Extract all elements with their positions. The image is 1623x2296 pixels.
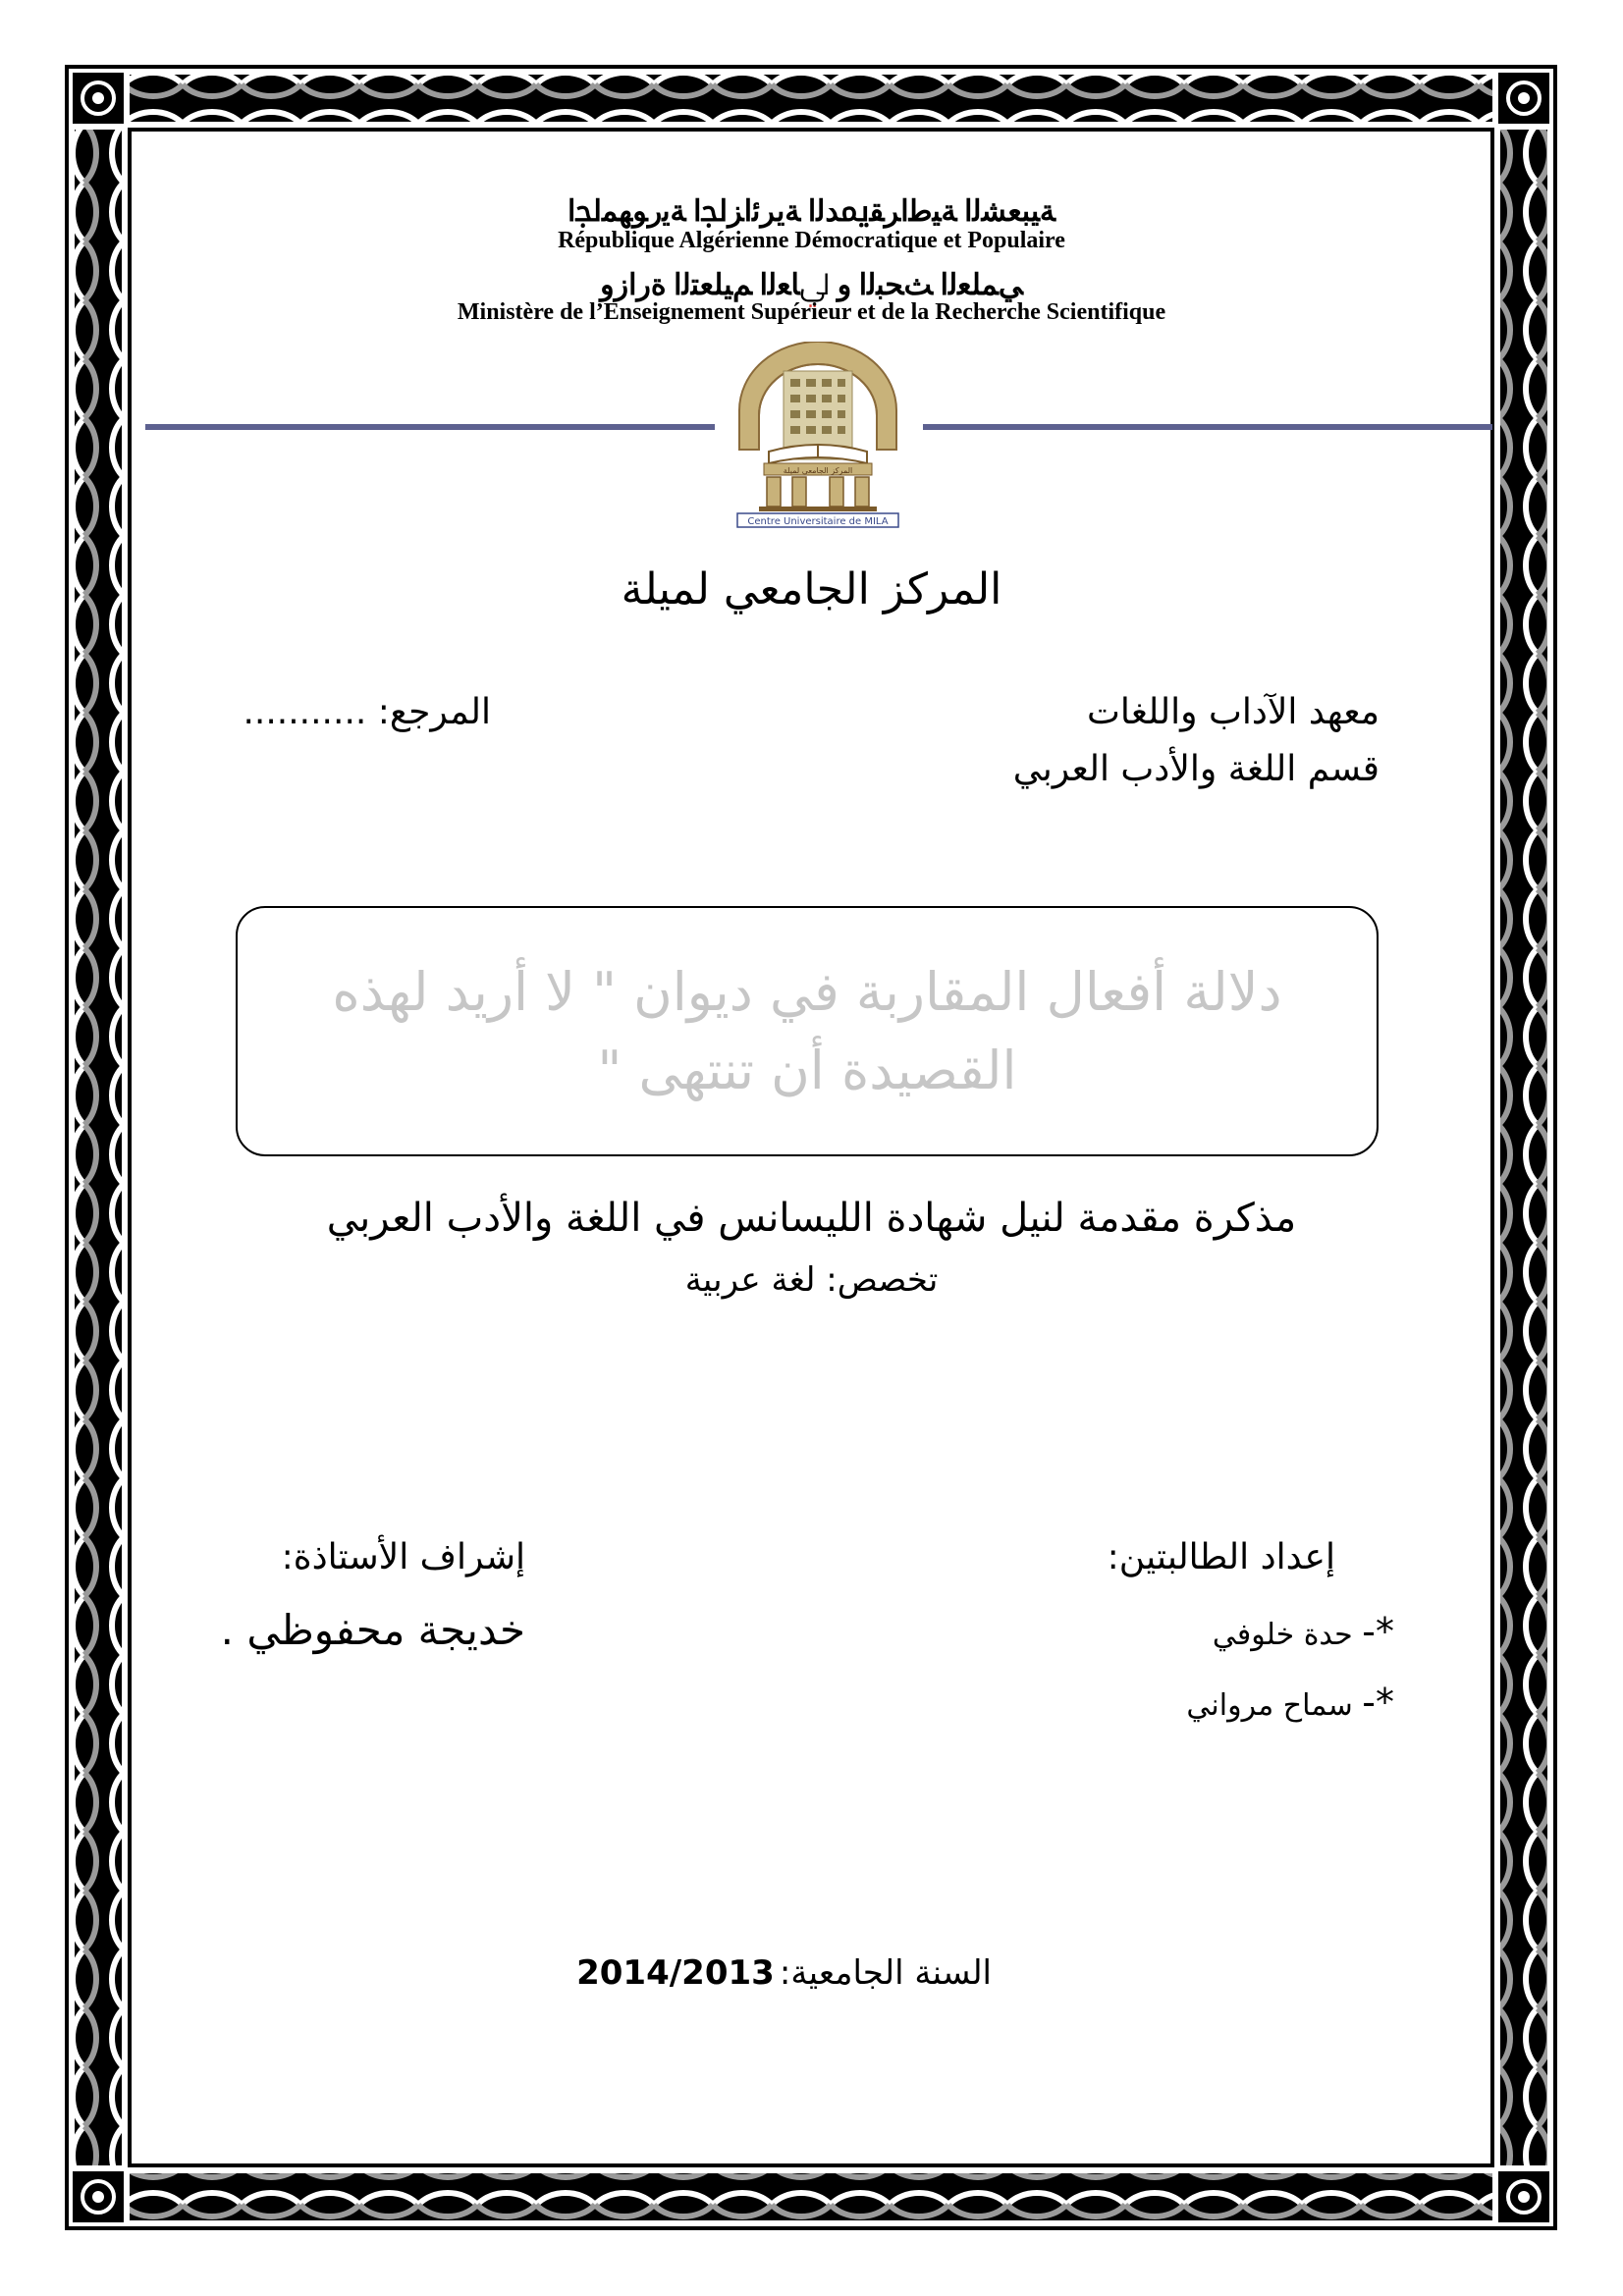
thesis-title-line2: القصيدة أن تنتهى " xyxy=(597,1039,1017,1101)
bullet-2: *- xyxy=(1362,1681,1394,1724)
academic-year-value: 2014/2013 xyxy=(576,1953,775,1993)
thesis-title-box xyxy=(236,906,1379,1156)
bullet-1: *- xyxy=(1362,1610,1394,1653)
logo-caption: Centre Universitaire de MILA xyxy=(747,516,889,527)
student-1 xyxy=(982,1610,1394,1653)
corner-ornament-tr xyxy=(1498,73,1549,124)
student-2 xyxy=(982,1681,1394,1724)
header-rule-right xyxy=(923,424,1492,430)
reference-value: ........... xyxy=(243,692,367,732)
reference-label: المرجع: xyxy=(377,692,491,732)
reference-field xyxy=(226,692,491,732)
corner-ornament-bl xyxy=(73,2171,124,2222)
university-logo xyxy=(730,342,906,528)
institute-name: معهد الآداب واللغات xyxy=(1087,692,1380,732)
department-name: قسم اللغة والأدب العربي xyxy=(1012,749,1380,789)
academic-year-label: السنة الجامعية: xyxy=(779,1953,992,1993)
header-arabic-republic: ﺔﻴﺒﻌﺸﻟﺍ ﺔﻴﻃﺍﺮﻘﳝﺪﻟﺍ ﺔﻳﺮﺋﺍﺰﳉﺍ ﺔﻳﺭﻮﻬﻤﳉﺍ xyxy=(568,195,1055,228)
student-1-name: حدة خلوفي xyxy=(1212,1618,1353,1652)
header-ministry-fr: Ministère de l’Enseignement Supérieur et de la Recherche Scientifique xyxy=(457,299,1166,325)
header-arabic-ministry: ﻲﻤﻠﻌﻟﺍ ﺚﺤﺒﻟﺍ ﻭ ﱄﺎﻌﻟﺍ ﻢﻴﻠﻌﺘﻟﺍ ﺓﺭﺍﺯﻭ xyxy=(600,269,1023,301)
specialty: تخصص: لغة عربية xyxy=(684,1260,939,1300)
supervisor-name: خديجة محفوظي . xyxy=(220,1606,525,1654)
corner-ornament-br xyxy=(1498,2171,1549,2222)
degree-statement: مذكرة مقدمة لنيل شهادة الليسانس في اللغة والأدب العربي xyxy=(326,1196,1297,1241)
logo-banner-text: المركز الجامعي لميلة xyxy=(783,466,853,475)
corner-ornament-tl xyxy=(73,73,124,124)
header-rule-left xyxy=(145,424,715,430)
thesis-title-line1: دلالة أفعال المقاربة في ديوان " لا أريد لهذه xyxy=(332,960,1282,1023)
header-republic-fr: République Algérienne Démocratique et Populaire xyxy=(558,228,1065,253)
student-2-name: سماح مرواني xyxy=(1186,1688,1353,1723)
center-name: المركز الجامعي لميلة xyxy=(621,564,1002,614)
supervisor-heading: إشراف الأستاذة: xyxy=(281,1537,525,1577)
students-heading: إعداد الطالبتين: xyxy=(1107,1537,1335,1577)
academic-year xyxy=(520,1953,992,1993)
